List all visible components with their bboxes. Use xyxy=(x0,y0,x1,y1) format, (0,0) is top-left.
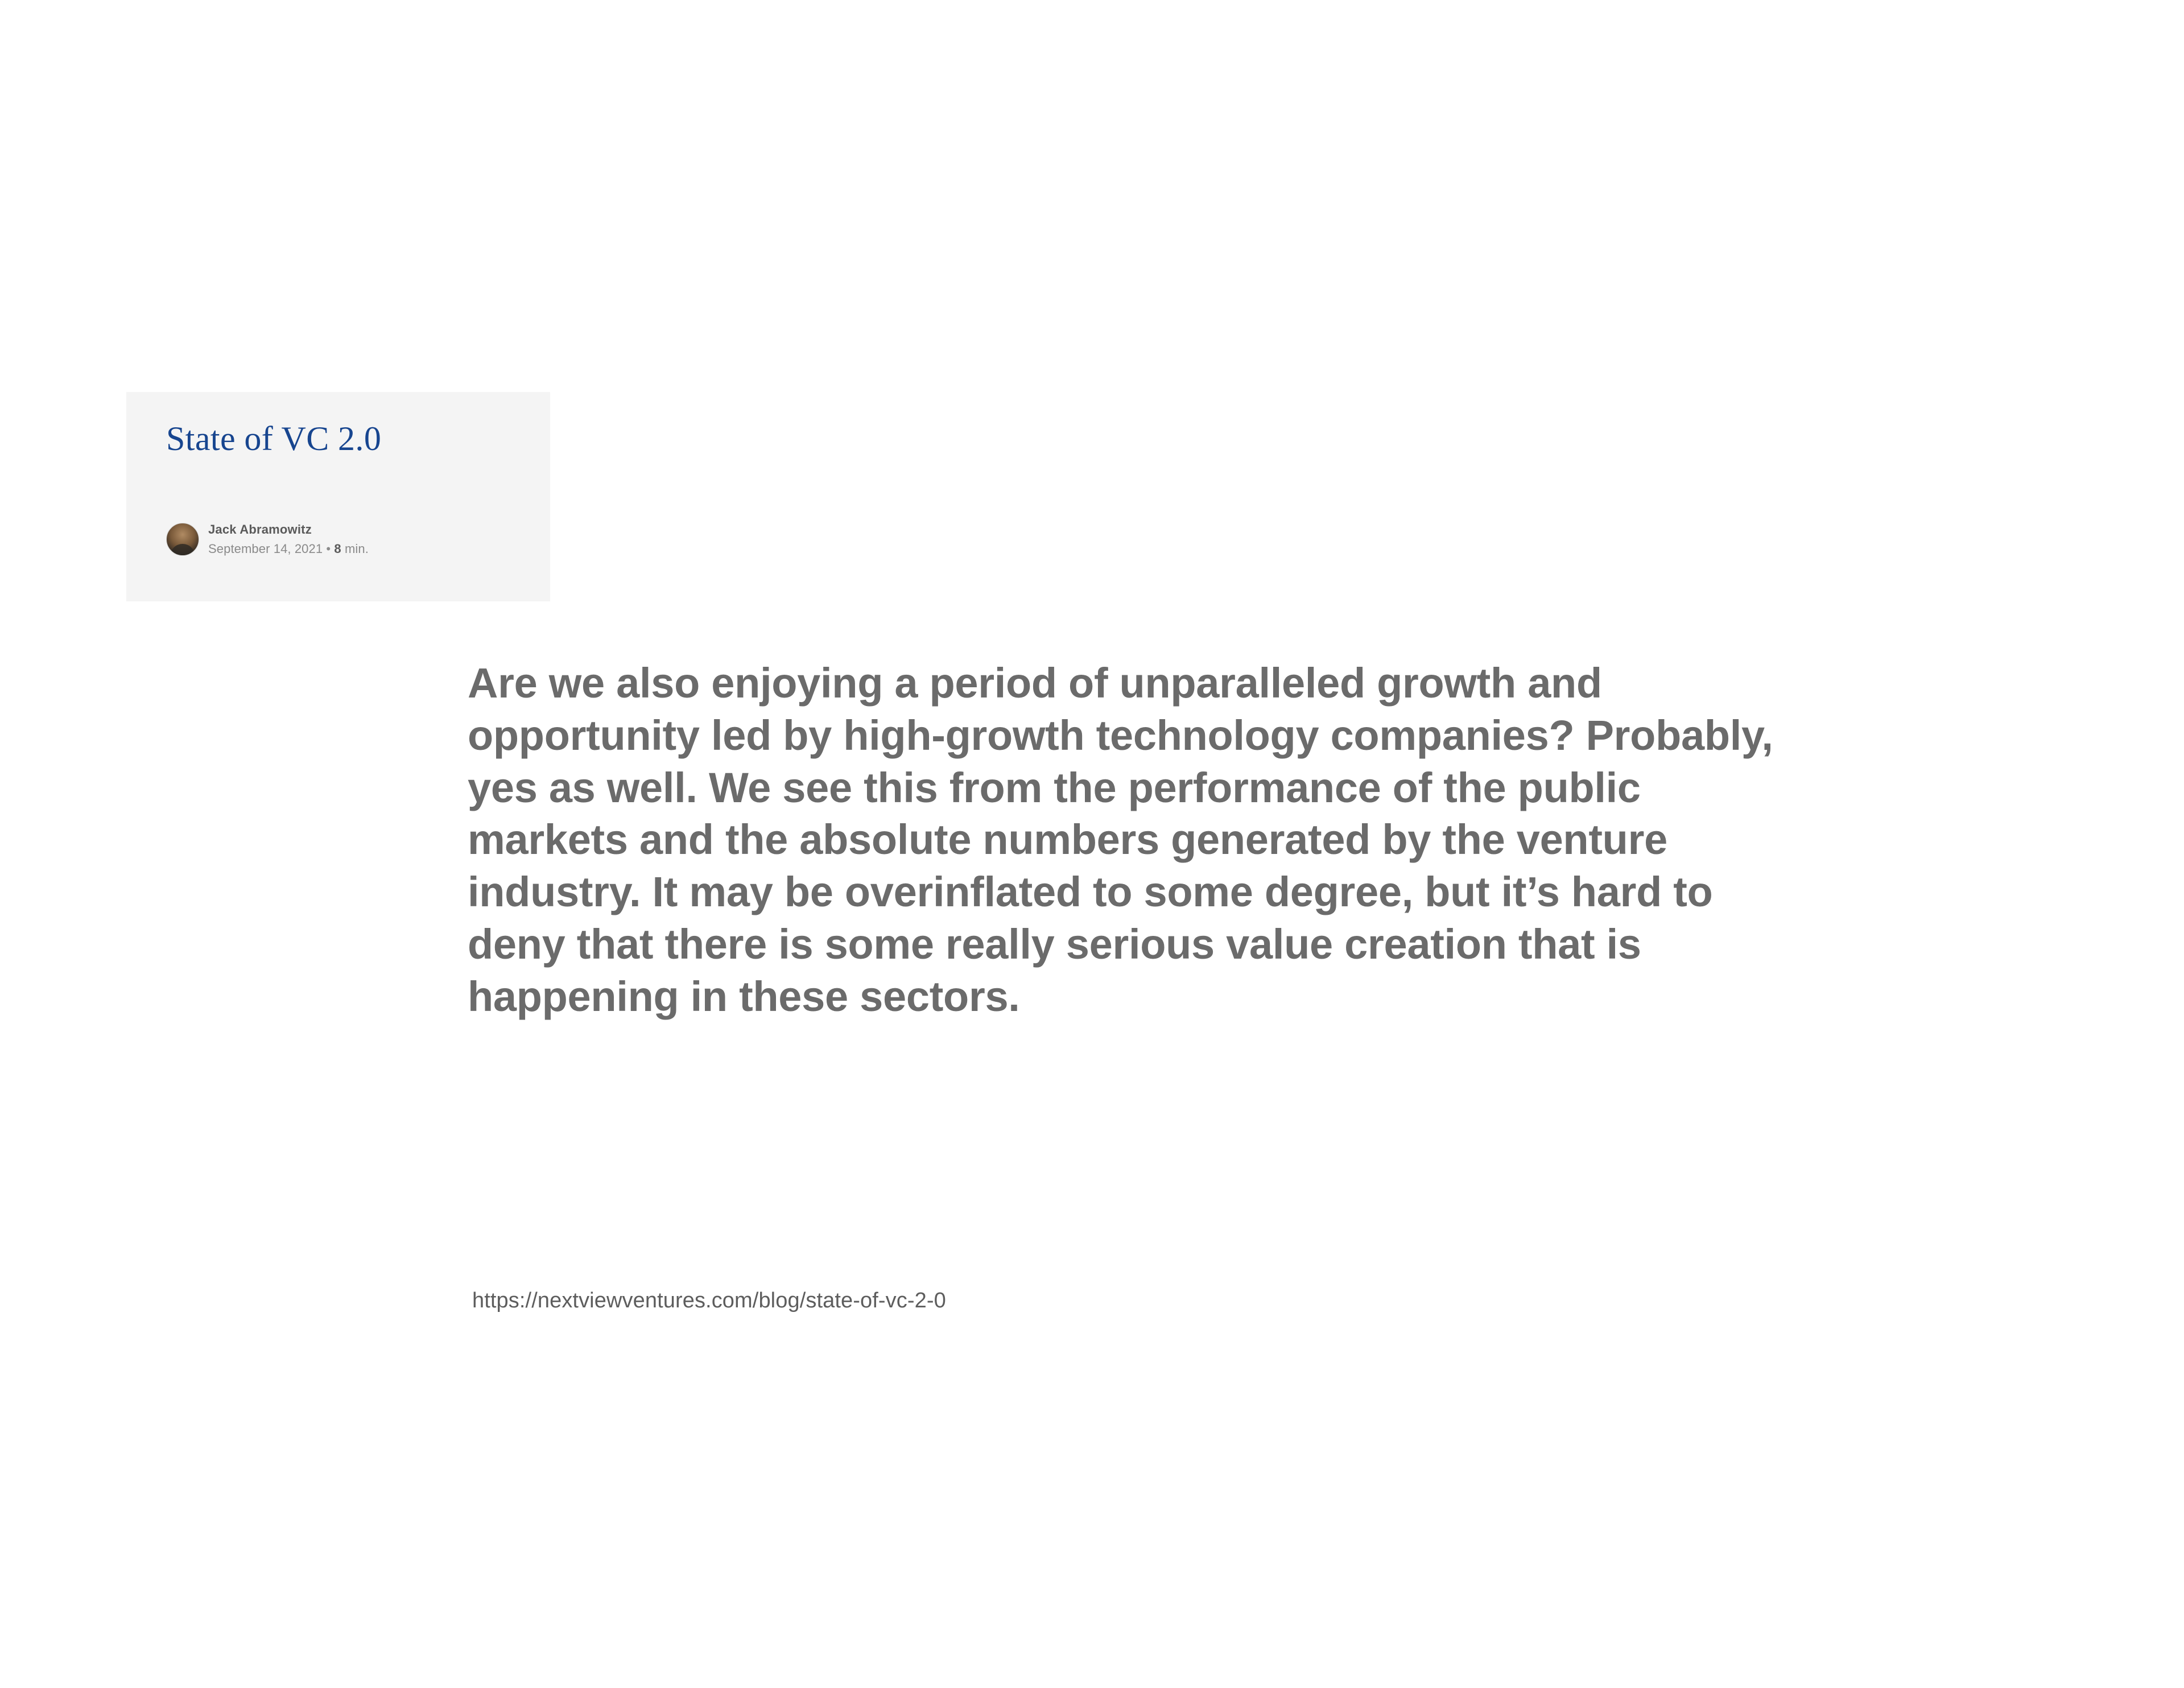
read-time-value: 8 xyxy=(334,541,341,556)
byline-separator: • xyxy=(326,541,331,556)
source-url: https://nextviewventures.com/blog/state-of-vc-2-0 xyxy=(472,1289,946,1313)
avatar xyxy=(166,523,199,556)
author-name: Jack Abramowitz xyxy=(208,522,312,536)
byline xyxy=(166,522,369,556)
publish-date: September 14, 2021 xyxy=(208,541,323,556)
byline-meta xyxy=(208,541,369,557)
page-title: State of VC 2.0 xyxy=(166,420,382,457)
byline-text xyxy=(208,522,369,556)
article-header-card xyxy=(126,392,550,601)
read-time-unit: min. xyxy=(344,541,369,556)
pull-quote: Are we also enjoying a period of unparalleled growth and opportunity led by high-growth technology companies? Probably, yes as well. We see this from the performance of the public markets and the absolute numbers generated by the venture industry. It may be overinflated to some degree, but it’s hard to deny that there is some really serious value creation that is happening in these sectors. xyxy=(468,659,1773,1020)
